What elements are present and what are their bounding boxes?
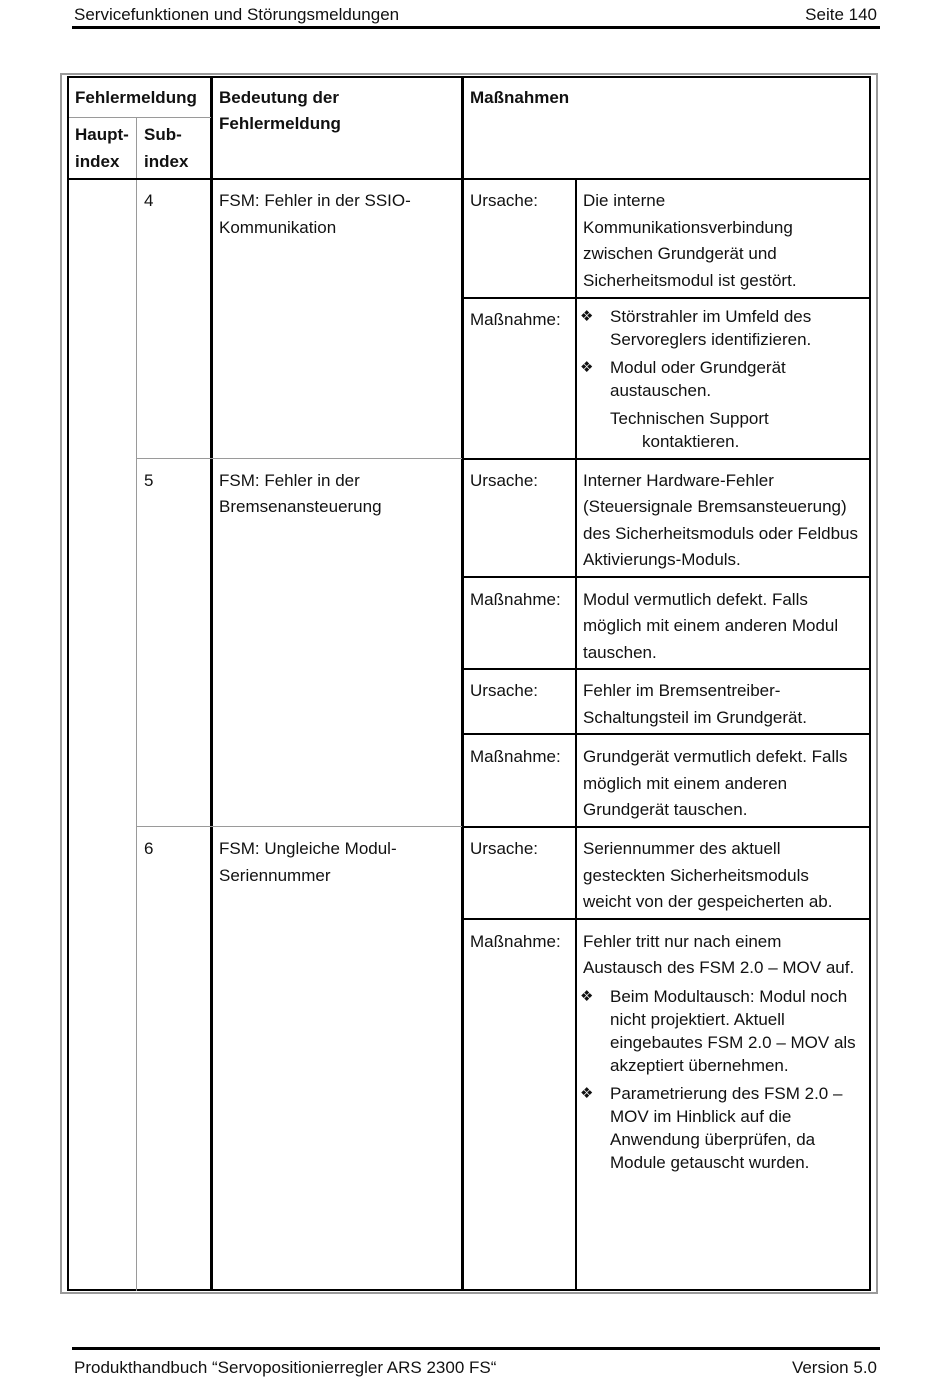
bullet-text: Modul oder Grundgerät — [610, 358, 786, 377]
header-hauptindex-l1: Haupt- — [75, 125, 129, 144]
col-sep-haupt-sub — [136, 118, 137, 1291]
meaning-5-l1: FSM: Fehler in der — [219, 471, 360, 490]
sep-r4-u-m — [462, 297, 871, 299]
bullet-icon: ❖ — [580, 1085, 594, 1102]
sep-r5-u1-m1 — [462, 576, 871, 578]
header-massnahmen: Maßnahmen — [470, 88, 570, 107]
page-number: Seite 140 — [805, 5, 877, 24]
sep-r6-u-m — [462, 918, 871, 920]
bullet-icon: ❖ — [580, 988, 594, 1005]
ursache-text-l3: zwischen Grundgerät und — [583, 244, 777, 263]
meaning-4-l1: FSM: Fehler in der SSIO- — [219, 191, 411, 210]
table-top — [67, 76, 871, 78]
support-text: kontaktieren. — [642, 432, 740, 451]
massnahme-label: Maßnahme: — [470, 590, 561, 609]
table-outer-right — [876, 73, 878, 1294]
footer-rule — [72, 1347, 880, 1350]
massnahme-text-l3: Grundgerät tauschen. — [583, 800, 748, 819]
header-bedeutung-l1: Bedeutung der — [219, 88, 339, 107]
support-text: Technischen Support — [610, 409, 769, 428]
table-outer-top — [60, 73, 878, 75]
header-subindex-l2: index — [144, 152, 189, 171]
bullet-text: akzeptiert übernehmen. — [610, 1056, 789, 1075]
massnahme-text-l2: möglich mit einem anderen — [583, 774, 788, 793]
sep-r5-m1-u2 — [462, 668, 871, 670]
massnahme-label: Maßnahme: — [470, 747, 561, 766]
col-sep-massnahmen — [461, 76, 464, 1291]
table-outer-left — [60, 73, 62, 1294]
ursache-label: Ursache: — [470, 191, 539, 210]
ursache-text-l4: Sicherheitsmodul ist gestört. — [583, 271, 797, 290]
ursache-text-l1: Die interne — [583, 191, 666, 210]
bullet-text: Beim Modultausch: Modul noch — [610, 987, 848, 1006]
footer-title: Produkthandbuch “Servopositionierregler ARS 2300 FS“ — [74, 1358, 497, 1377]
header-sub-rule — [69, 117, 211, 118]
bullet-text: Module getauscht wurden. — [610, 1153, 810, 1172]
massnahme-text-l1: Grundgerät vermutlich defekt. Falls — [583, 747, 848, 766]
ursache-text-l2: Kommunikationsverbindung — [583, 218, 793, 237]
bullet-text: Störstrahler im Umfeld des — [610, 307, 812, 326]
massnahme-label: Maßnahme: — [470, 310, 561, 329]
ursache-label: Ursache: — [470, 839, 539, 858]
row-sep-5-6-left — [136, 826, 462, 827]
ursache-text-l4: Aktivierungs-Moduls. — [583, 550, 741, 569]
ursache-text-l1: Interner Hardware-Fehler — [583, 471, 774, 490]
bullet-icon: ❖ — [580, 308, 594, 325]
row-sep-4-5-right — [462, 458, 871, 460]
col-sep-fehler — [210, 76, 213, 1291]
table-right — [869, 76, 871, 1291]
table-bottom — [67, 1289, 871, 1291]
bullet-text: Anwendung überprüfen, da — [610, 1130, 816, 1149]
footer-version: Version 5.0 — [791, 1358, 877, 1377]
ursache-text-l1: Seriennummer des aktuell — [583, 839, 781, 858]
massnahme-text-l1: Modul vermutlich defekt. Falls — [583, 590, 808, 609]
table-outer-bottom — [60, 1292, 878, 1294]
meaning-6-l2: Seriennummer — [219, 866, 331, 885]
ursache-label: Ursache: — [470, 681, 539, 700]
massnahme-text-l1: Fehler tritt nur nach einem — [583, 932, 782, 951]
row-sep-5-6-right — [462, 826, 871, 828]
page-header-title: Servicefunktionen und Störungsmeldungen — [74, 5, 400, 24]
meaning-6-l1: FSM: Ungleiche Modul- — [219, 839, 397, 858]
bullet-icon: ❖ — [580, 359, 594, 376]
subindex-6: 6 — [144, 839, 154, 858]
table-left — [67, 76, 69, 1291]
bullet-text: MOV im Hinblick auf die — [610, 1107, 792, 1126]
bullet-text: nicht projektiert. Aktuell — [610, 1010, 785, 1029]
bullet-text: Parametrierung des FSM 2.0 – — [610, 1084, 843, 1103]
bullet-text: austauschen. — [610, 381, 712, 400]
meaning-5-l2: Bremsenansteuerung — [219, 497, 382, 516]
ursache-text-l3: weicht von der gespeicherten ab. — [583, 892, 833, 911]
massnahme-text-l2: möglich mit einem anderen Modul — [583, 616, 839, 635]
ursache-text-l2: (Steuersignale Bremsansteuerung) — [583, 497, 847, 516]
ursache-text-l2: Schaltungsteil im Grundgerät. — [583, 708, 807, 727]
header-hauptindex-l2: index — [75, 152, 120, 171]
ursache-text-l3: des Sicherheitsmoduls oder Feldbus — [583, 524, 858, 543]
massnahme-label: Maßnahme: — [470, 932, 561, 951]
ursache-text-l1: Fehler im Bremsentreiber- — [583, 681, 781, 700]
header-bedeutung-l2: Fehlermeldung — [219, 114, 341, 133]
header-fehlermeldung: Fehlermeldung — [75, 88, 197, 107]
col-sep-label-text — [575, 179, 577, 1291]
header-rule — [72, 26, 880, 29]
subindex-5: 5 — [144, 471, 154, 490]
row-sep-4-5-left — [136, 458, 462, 459]
meaning-4-l2: Kommunikation — [219, 218, 337, 237]
header-subindex-l1: Sub- — [144, 125, 182, 144]
massnahme-text-l2: Austausch des FSM 2.0 – MOV auf. — [583, 958, 855, 977]
header-bottom — [69, 178, 871, 180]
bullet-text: Servoreglers identifizieren. — [610, 330, 812, 349]
massnahme-text-l3: tauschen. — [583, 643, 657, 662]
bullet-text: eingebautes FSM 2.0 – MOV als — [610, 1033, 856, 1052]
ursache-text-l2: gesteckten Sicherheitsmoduls — [583, 866, 809, 885]
subindex-4: 4 — [144, 191, 154, 210]
sep-r5-u2-m2 — [462, 733, 871, 735]
ursache-label: Ursache: — [470, 471, 539, 490]
